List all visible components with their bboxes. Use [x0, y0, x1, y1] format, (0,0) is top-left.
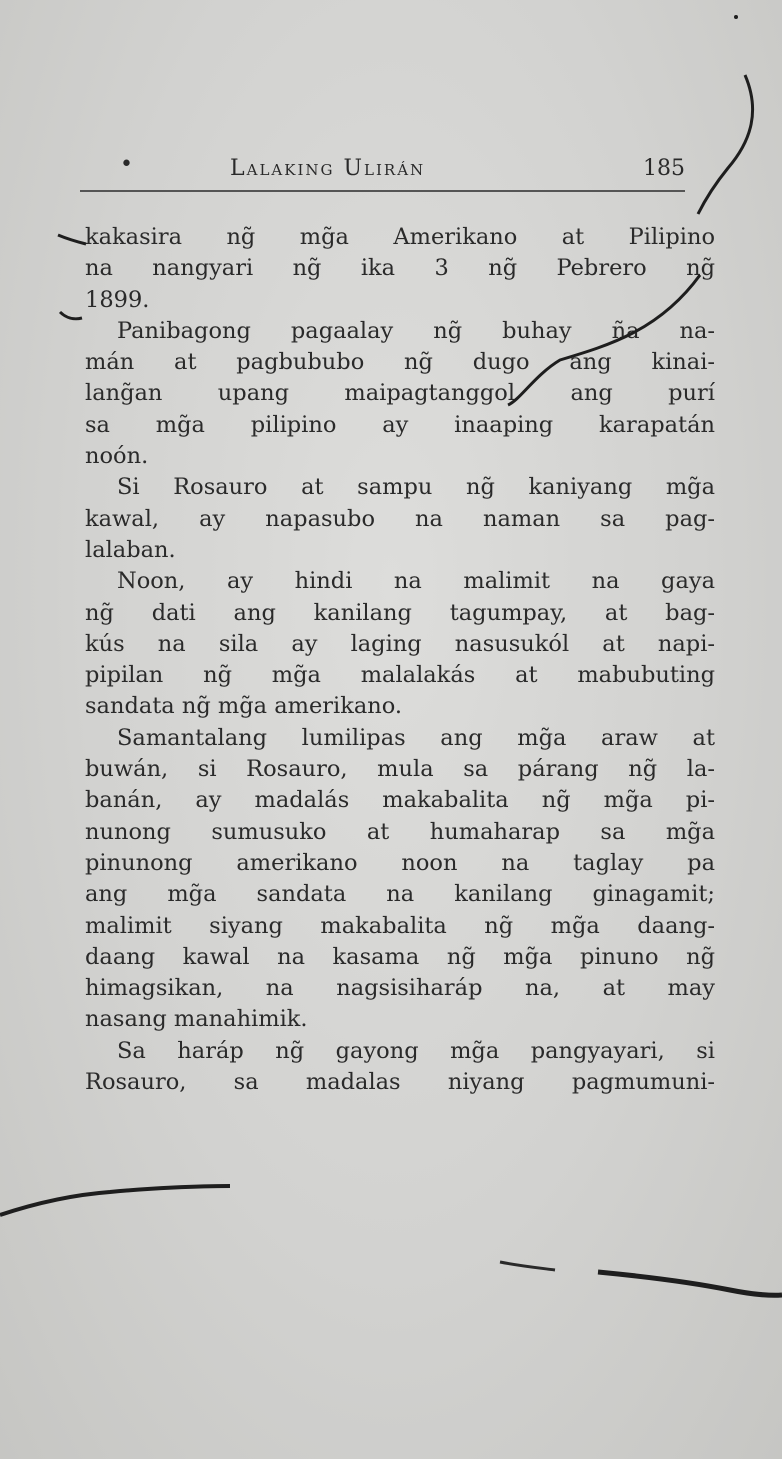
text-line: kakasira ng̃ mg̃a Amerikano at Pilipino: [85, 224, 715, 250]
text-line: Rosauro, sa madalas niyang pagmumuni-: [85, 1069, 715, 1096]
text-line: mán at pagbububo ng̃ dugo ang kinai-: [85, 349, 715, 376]
running-head: [80, 150, 685, 192]
text-line: Noon, ay hindi na malimit na gaya: [117, 568, 715, 595]
text-line: ang mg̃a sandata na kanilang ginagamit;: [85, 881, 715, 908]
text-line: himagsikan, na nagsisiharáp na, at may: [85, 975, 715, 1002]
page-number: 185: [643, 156, 685, 181]
text-line: Si Rosauro at sampu ng̃ kaniyang mg̃a: [117, 474, 715, 501]
text-line: pinunong amerikano noon na taglay pa: [85, 849, 715, 876]
text-line: nunong sumusuko at humaharap sa mg̃a: [85, 818, 715, 845]
text-line: na nangyari ng̃ ika 3 ng̃ Pebrero ng̃: [85, 255, 715, 282]
text-line: pipilan ng̃ mg̃a malalakás at mabubuting: [85, 662, 715, 689]
body-text: [85, 222, 715, 1098]
text-line: nasang manahimik.: [85, 1006, 308, 1033]
text-line: sa mg̃a pilipino ay inaaping karapatán: [85, 411, 715, 438]
text-line: ng̃ dati ang kanilang tagumpay, at bag-: [85, 599, 715, 626]
text-line: 1899.: [85, 286, 150, 313]
header-title: Lalaking Ulirán: [230, 156, 426, 181]
text-line: Sa haráp ng̃ gayong mg̃a pangyayari, si: [117, 1037, 715, 1064]
text-line: sandata ng̃ mg̃a amerikano.: [85, 693, 403, 720]
text-line: buwán, si Rosauro, mula sa párang ng̃ la-: [85, 756, 715, 783]
text-line: Samantalang lumilipas ang mg̃a araw at: [117, 724, 715, 751]
text-line: noón.: [85, 443, 149, 470]
header-bullet: •: [120, 152, 133, 177]
text-line: kawal, ay napasubo na naman sa pag-: [85, 505, 715, 532]
text-line: daang kawal na kasama ng̃ mg̃a pinuno ng̃: [85, 943, 715, 970]
text-line: kús na sila ay laging nasusukól at napi-: [85, 630, 715, 657]
text-line: malimit siyang makabalita ng̃ mg̃a daang-: [85, 912, 715, 939]
text-line: lang̃an upang maipagtanggol ang purí: [85, 380, 715, 407]
text-line: Panibagong pagaalay ng̃ buhay ña na-: [117, 317, 715, 344]
text-line: banán, ay madalás makabalita ng̃ mg̃a pi-: [85, 787, 715, 814]
text-line: lalaban.: [85, 536, 176, 563]
